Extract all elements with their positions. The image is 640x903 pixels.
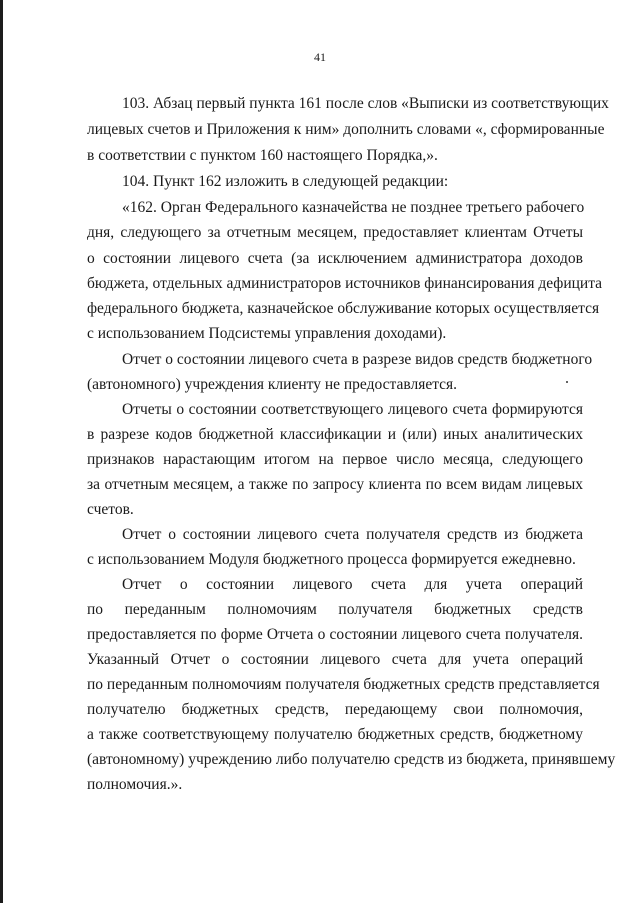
page-number: 41 [314,50,326,64]
page-edge-shadow [0,0,3,903]
paragraph-line: Отчет о состоянии лицевого счета получателя средств из бюджета [122,526,583,543]
paragraph-line: (автономного) учреждения клиенту не предоставляется. [87,376,458,393]
paragraph-line: в соответствии с пунктом 160 настоящего Порядка,». [87,147,438,164]
paragraph-line: (автономному) учреждению либо получателю средств из бюджета, принявшему [87,751,616,768]
paragraph-line: Указанный Отчет о состоянии лицевого счета для учета операций [87,651,583,668]
paragraph-line: бюджета, отдельных администраторов источников финансирования дефицита [87,275,603,292]
paragraph-line: Отчеты о состоянии соответствующего лицевого счета формируются [122,401,583,418]
paragraph-line: «162. Орган Федерального казначейства не позднее третьего рабочего [122,199,585,216]
paragraph-line: с использованием Подсистемы управления доходами). [87,325,447,342]
paragraph-line: дня, следующего за отчетным месяцем, предоставляет клиентам Отчеты [87,224,583,241]
paragraph-line: признаков нарастающим итогом на первое число месяца, следующего [87,451,583,468]
paragraph-line: получателю бюджетных средств, передающему свои полномочия, [87,701,583,718]
paragraph-line: за отчетным месяцем, а также по запросу клиента по всем видам лицевых [87,476,583,493]
paragraph-line: 104. Пункт 162 изложить в следующей редакции: [122,173,449,190]
paragraph-line: Отчет о состоянии лицевого счета в разрезе видов средств бюджетного [122,351,593,368]
paragraph-line: лицевых счетов и Приложения к ним» дополнить словами «, сформированные [87,121,605,138]
paragraph-line: о состоянии лицевого счета (за исключением администратора доходов [87,250,583,267]
paragraph-line: по переданным полномочиям получателя бюджетных средств представляется [87,676,600,693]
paragraph-line: с использованием Модуля бюджетного процесса формируется ежедневно. [87,551,576,568]
paragraph-line: счетов. [87,501,134,518]
paragraph-line: по переданным полномочиям получателя бюджетных средств [87,601,583,618]
paragraph-line: в разрезе кодов бюджетной классификации и (или) иных аналитических [87,426,583,443]
paragraph-line: а также соответствующему получателю бюджетных средств, бюджетному [87,726,583,743]
paragraph-line: Отчет о состоянии лицевого счета для учета операций [122,576,583,593]
paragraph-line: предоставляется по форме Отчета о состоянии лицевого счета получателя. [87,626,583,643]
scan-speck [566,381,568,383]
paragraph-line: 103. Абзац первый пункта 161 после слов «Выписки из соответствующих [122,95,609,112]
paragraph-line: полномочия.». [87,776,183,793]
paragraph-line: федерального бюджета, казначейское обслуживание которых осуществляется [87,300,600,317]
